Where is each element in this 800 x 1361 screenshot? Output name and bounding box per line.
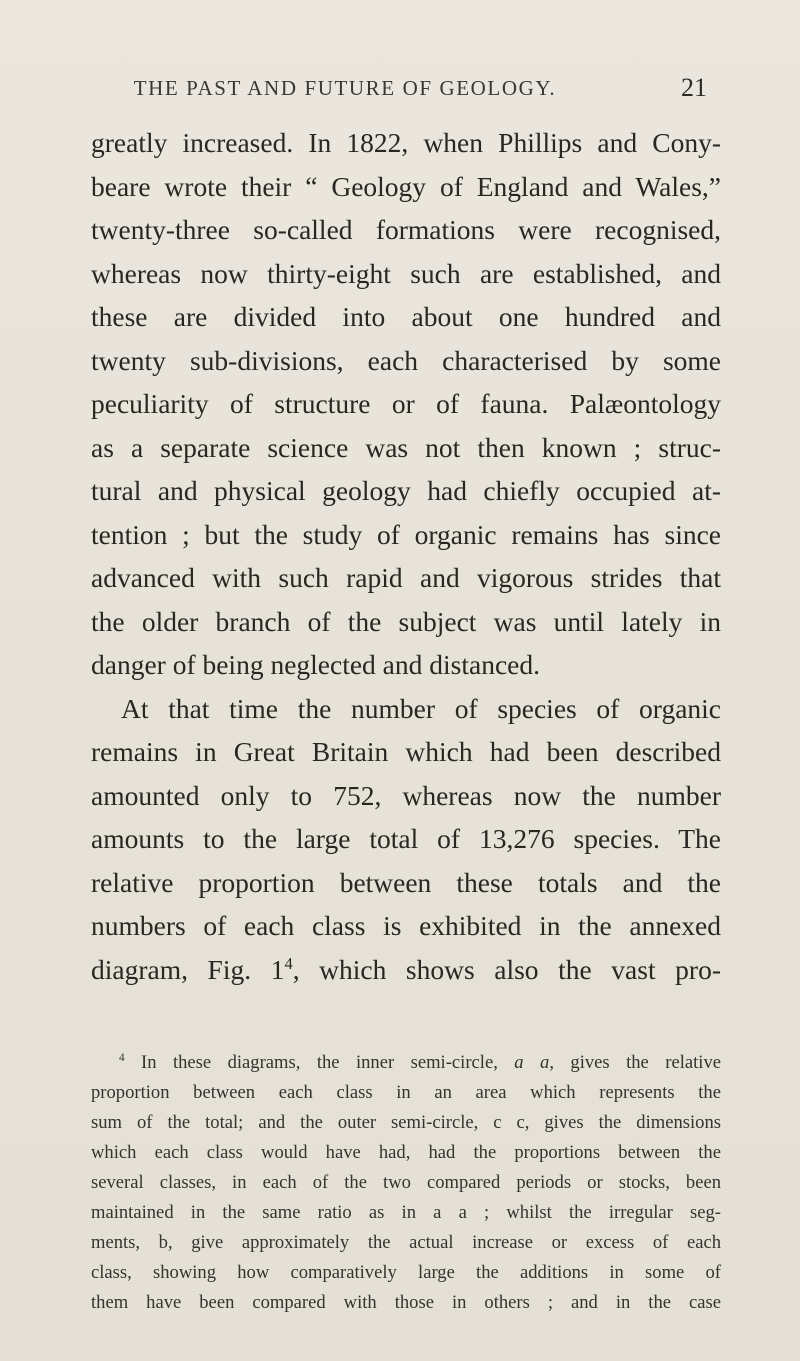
- footnote-text: , gives the relative: [549, 1052, 721, 1073]
- running-title: THE PAST AND FUTURE OF GEOLOGY.: [133, 76, 557, 100]
- body-line: amounts to the large total of 13,276 species. The: [91, 823, 721, 854]
- last-line-after: , which shows also the vast pro-: [292, 953, 721, 985]
- running-head: [0, 73, 800, 112]
- body-line: relative proportion between these totals and the: [91, 866, 721, 898]
- body-line: as a separate science was not then known ; struc-: [91, 431, 721, 463]
- body-line: twenty sub-divisions, each characterised by some: [91, 344, 721, 376]
- footnote-marker: 4: [119, 1051, 125, 1064]
- body-line: amounted only to 752, whereas now the number: [91, 779, 721, 811]
- footnote-line: them have been compared with those in others ; and in the case: [91, 1292, 721, 1313]
- footnote-line: class, showing how comparatively large the additions in some of: [91, 1262, 721, 1283]
- body-line: peculiarity of structure or of fauna. Palæontology: [91, 388, 721, 419]
- body-line-last: [91, 948, 721, 992]
- body-line: twenty-three so-called formations were recognised,: [91, 214, 721, 245]
- footnote-line: ments, b, give approximately the actual increase or excess of each: [91, 1232, 721, 1253]
- body-line: danger of being neglected and distanced.: [91, 649, 540, 680]
- body-line: the older branch of the subject was until lately in: [91, 605, 721, 637]
- body-line: beare wrote their “ Geology of England and Wales,”: [91, 170, 721, 202]
- footnote-line: several classes, in each of the two compared periods or stocks, been: [91, 1172, 721, 1193]
- body-line: At that time the number of species of organic: [121, 692, 721, 724]
- body-line: whereas now thirty-eight such are established, and: [91, 257, 721, 289]
- footnote-ref[interactable]: 4: [284, 953, 293, 973]
- body-line: greatly increased. In 1822, when Phillips and Cony-: [91, 127, 721, 158]
- footnote-line: which each class would have had, had the proportions between the: [91, 1142, 721, 1163]
- footnote: [91, 1048, 721, 1318]
- footnote-italic: a a: [514, 1052, 550, 1073]
- body-text: [91, 121, 721, 991]
- footnote-line: maintained in the same ratio as in a a ; whilst the irregular seg-: [91, 1202, 721, 1223]
- last-line-before: diagram, Fig. 1: [91, 953, 285, 985]
- body-line: numbers of each class is exhibited in the annexed: [91, 910, 721, 941]
- footnote-line: proportion between each class in an area which represents the: [91, 1082, 721, 1103]
- body-line: remains in Great Britain which had been described: [91, 736, 721, 767]
- page-number: 21: [681, 73, 707, 102]
- body-line: these are divided into about one hundred and: [91, 301, 721, 332]
- body-line: tural and physical geology had chiefly occupied at-: [91, 475, 721, 506]
- body-line: advanced with such rapid and vigorous strides that: [91, 562, 721, 593]
- body-line: tention ; but the study of organic remains has since: [91, 518, 721, 550]
- footnote-line: [91, 1048, 721, 1078]
- footnote-line: sum of the total; and the outer semi-circle, c c, gives the dimensions: [91, 1112, 721, 1133]
- footnote-text: In these diagrams, the inner semi-circle,: [124, 1052, 515, 1073]
